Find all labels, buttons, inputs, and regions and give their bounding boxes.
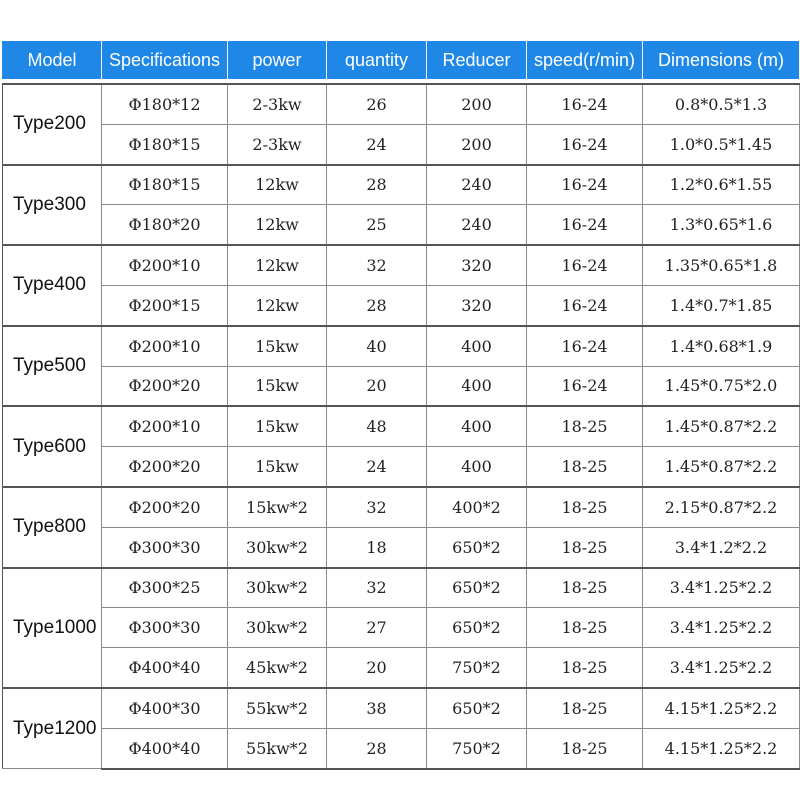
table-row bbox=[3, 568, 800, 608]
reducer-cell: 320 bbox=[427, 285, 527, 325]
speed-cell: 18-25 bbox=[527, 648, 643, 688]
reducer-cell: 750*2 bbox=[427, 728, 527, 768]
speed-cell: 18-25 bbox=[527, 608, 643, 648]
dimensions-cell: 1.45*0.87*2.2 bbox=[643, 406, 800, 446]
table-body bbox=[3, 84, 800, 769]
power-cell: 12kw bbox=[228, 165, 327, 205]
quantity-cell: 27 bbox=[327, 608, 427, 648]
header-row bbox=[3, 41, 800, 80]
reducer-cell: 750*2 bbox=[427, 648, 527, 688]
reducer-cell: 320 bbox=[427, 245, 527, 285]
power-cell: 15kw*2 bbox=[228, 487, 327, 527]
reducer-cell: 400 bbox=[427, 447, 527, 487]
power-cell: 30kw*2 bbox=[228, 527, 327, 567]
quantity-cell: 25 bbox=[327, 205, 427, 245]
speed-cell: 16-24 bbox=[527, 366, 643, 406]
speed-cell: 16-24 bbox=[527, 326, 643, 366]
table-row bbox=[3, 406, 800, 446]
spec-cell: Φ200*20 bbox=[102, 447, 228, 487]
reducer-cell: 200 bbox=[427, 84, 527, 124]
quantity-cell: 40 bbox=[327, 326, 427, 366]
spec-cell: Φ180*20 bbox=[102, 205, 228, 245]
spec-cell: Φ300*30 bbox=[102, 527, 228, 567]
spec-cell: Φ300*25 bbox=[102, 568, 228, 608]
table-row bbox=[3, 165, 800, 205]
spec-cell: Φ180*12 bbox=[102, 84, 228, 124]
power-cell: 15kw bbox=[228, 326, 327, 366]
speed-cell: 18-25 bbox=[527, 728, 643, 768]
header-speed: speed(r/min) bbox=[527, 41, 643, 80]
dimensions-cell: 1.4*0.7*1.85 bbox=[643, 285, 800, 325]
quantity-cell: 20 bbox=[327, 366, 427, 406]
power-cell: 15kw bbox=[228, 406, 327, 446]
dimensions-cell: 3.4*1.25*2.2 bbox=[643, 568, 800, 608]
dimensions-cell: 3.4*1.2*2.2 bbox=[643, 527, 800, 567]
dimensions-cell: 4.15*1.25*2.2 bbox=[643, 728, 800, 768]
quantity-cell: 32 bbox=[327, 487, 427, 527]
table-row bbox=[3, 608, 800, 648]
table-row bbox=[3, 205, 800, 245]
dimensions-cell: 1.3*0.65*1.6 bbox=[643, 205, 800, 245]
quantity-cell: 32 bbox=[327, 245, 427, 285]
model-cell: Type1000 bbox=[3, 568, 102, 688]
speed-cell: 16-24 bbox=[527, 205, 643, 245]
table-row bbox=[3, 487, 800, 527]
model-cell: Type800 bbox=[3, 487, 102, 568]
table-row bbox=[3, 366, 800, 406]
header-specifications: Specifications bbox=[102, 41, 228, 80]
speed-cell: 16-24 bbox=[527, 245, 643, 285]
dimensions-cell: 1.4*0.68*1.9 bbox=[643, 326, 800, 366]
speed-cell: 16-24 bbox=[527, 285, 643, 325]
quantity-cell: 48 bbox=[327, 406, 427, 446]
quantity-cell: 32 bbox=[327, 568, 427, 608]
dimensions-cell: 1.45*0.75*2.0 bbox=[643, 366, 800, 406]
dimensions-cell: 3.4*1.25*2.2 bbox=[643, 648, 800, 688]
quantity-cell: 24 bbox=[327, 124, 427, 164]
reducer-cell: 400 bbox=[427, 406, 527, 446]
dimensions-cell: 0.8*0.5*1.3 bbox=[643, 84, 800, 124]
table-row bbox=[3, 728, 800, 768]
reducer-cell: 400*2 bbox=[427, 487, 527, 527]
power-cell: 15kw bbox=[228, 447, 327, 487]
reducer-cell: 200 bbox=[427, 124, 527, 164]
dimensions-cell: 1.0*0.5*1.45 bbox=[643, 124, 800, 164]
dimensions-cell: 4.15*1.25*2.2 bbox=[643, 688, 800, 728]
dimensions-cell: 1.35*0.65*1.8 bbox=[643, 245, 800, 285]
reducer-cell: 650*2 bbox=[427, 568, 527, 608]
spec-cell: Φ200*20 bbox=[102, 487, 228, 527]
quantity-cell: 18 bbox=[327, 527, 427, 567]
quantity-cell: 20 bbox=[327, 648, 427, 688]
speed-cell: 18-25 bbox=[527, 406, 643, 446]
power-cell: 2-3kw bbox=[228, 124, 327, 164]
quantity-cell: 24 bbox=[327, 447, 427, 487]
reducer-cell: 400 bbox=[427, 326, 527, 366]
header-power: power bbox=[228, 41, 327, 80]
reducer-cell: 650*2 bbox=[427, 608, 527, 648]
spec-cell: Φ200*10 bbox=[102, 406, 228, 446]
table-row bbox=[3, 84, 800, 124]
model-cell: Type1200 bbox=[3, 688, 102, 769]
power-cell: 55kw*2 bbox=[228, 728, 327, 768]
speed-cell: 16-24 bbox=[527, 124, 643, 164]
table-row bbox=[3, 648, 800, 688]
header-reducer: Reducer bbox=[427, 41, 527, 80]
table-row bbox=[3, 447, 800, 487]
table-row bbox=[3, 688, 800, 728]
spec-cell: Φ200*10 bbox=[102, 245, 228, 285]
quantity-cell: 28 bbox=[327, 165, 427, 205]
spec-table bbox=[2, 40, 800, 770]
table-row bbox=[3, 527, 800, 567]
reducer-cell: 650*2 bbox=[427, 688, 527, 728]
power-cell: 12kw bbox=[228, 245, 327, 285]
table-row bbox=[3, 124, 800, 164]
spec-cell: Φ200*10 bbox=[102, 326, 228, 366]
power-cell: 30kw*2 bbox=[228, 568, 327, 608]
reducer-cell: 240 bbox=[427, 205, 527, 245]
header-model: Model bbox=[3, 41, 102, 80]
quantity-cell: 28 bbox=[327, 728, 427, 768]
speed-cell: 18-25 bbox=[527, 568, 643, 608]
spec-cell: Φ200*20 bbox=[102, 366, 228, 406]
header-quantity: quantity bbox=[327, 41, 427, 80]
model-cell: Type200 bbox=[3, 84, 102, 165]
table-row bbox=[3, 245, 800, 285]
quantity-cell: 28 bbox=[327, 285, 427, 325]
spec-cell: Φ200*15 bbox=[102, 285, 228, 325]
quantity-cell: 26 bbox=[327, 84, 427, 124]
dimensions-cell: 3.4*1.25*2.2 bbox=[643, 608, 800, 648]
model-cell: Type400 bbox=[3, 245, 102, 326]
power-cell: 45kw*2 bbox=[228, 648, 327, 688]
spec-cell: Φ400*30 bbox=[102, 688, 228, 728]
power-cell: 15kw bbox=[228, 366, 327, 406]
speed-cell: 16-24 bbox=[527, 165, 643, 205]
power-cell: 12kw bbox=[228, 285, 327, 325]
quantity-cell: 38 bbox=[327, 688, 427, 728]
dimensions-cell: 1.45*0.87*2.2 bbox=[643, 447, 800, 487]
power-cell: 12kw bbox=[228, 205, 327, 245]
dimensions-cell: 1.2*0.6*1.55 bbox=[643, 165, 800, 205]
reducer-cell: 400 bbox=[427, 366, 527, 406]
power-cell: 55kw*2 bbox=[228, 688, 327, 728]
table-row bbox=[3, 326, 800, 366]
reducer-cell: 240 bbox=[427, 165, 527, 205]
spec-cell: Φ400*40 bbox=[102, 648, 228, 688]
power-cell: 2-3kw bbox=[228, 84, 327, 124]
dimensions-cell: 2.15*0.87*2.2 bbox=[643, 487, 800, 527]
model-cell: Type500 bbox=[3, 326, 102, 407]
speed-cell: 18-25 bbox=[527, 487, 643, 527]
table-row bbox=[3, 285, 800, 325]
speed-cell: 18-25 bbox=[527, 527, 643, 567]
model-cell: Type600 bbox=[3, 406, 102, 487]
speed-cell: 18-25 bbox=[527, 447, 643, 487]
speed-cell: 18-25 bbox=[527, 688, 643, 728]
spec-table-container bbox=[2, 40, 799, 770]
spec-cell: Φ300*30 bbox=[102, 608, 228, 648]
header-dimensions: Dimensions (m) bbox=[643, 41, 800, 80]
model-cell: Type300 bbox=[3, 165, 102, 246]
spec-cell: Φ400*40 bbox=[102, 728, 228, 768]
spec-cell: Φ180*15 bbox=[102, 124, 228, 164]
reducer-cell: 650*2 bbox=[427, 527, 527, 567]
power-cell: 30kw*2 bbox=[228, 608, 327, 648]
speed-cell: 16-24 bbox=[527, 84, 643, 124]
spec-cell: Φ180*15 bbox=[102, 165, 228, 205]
